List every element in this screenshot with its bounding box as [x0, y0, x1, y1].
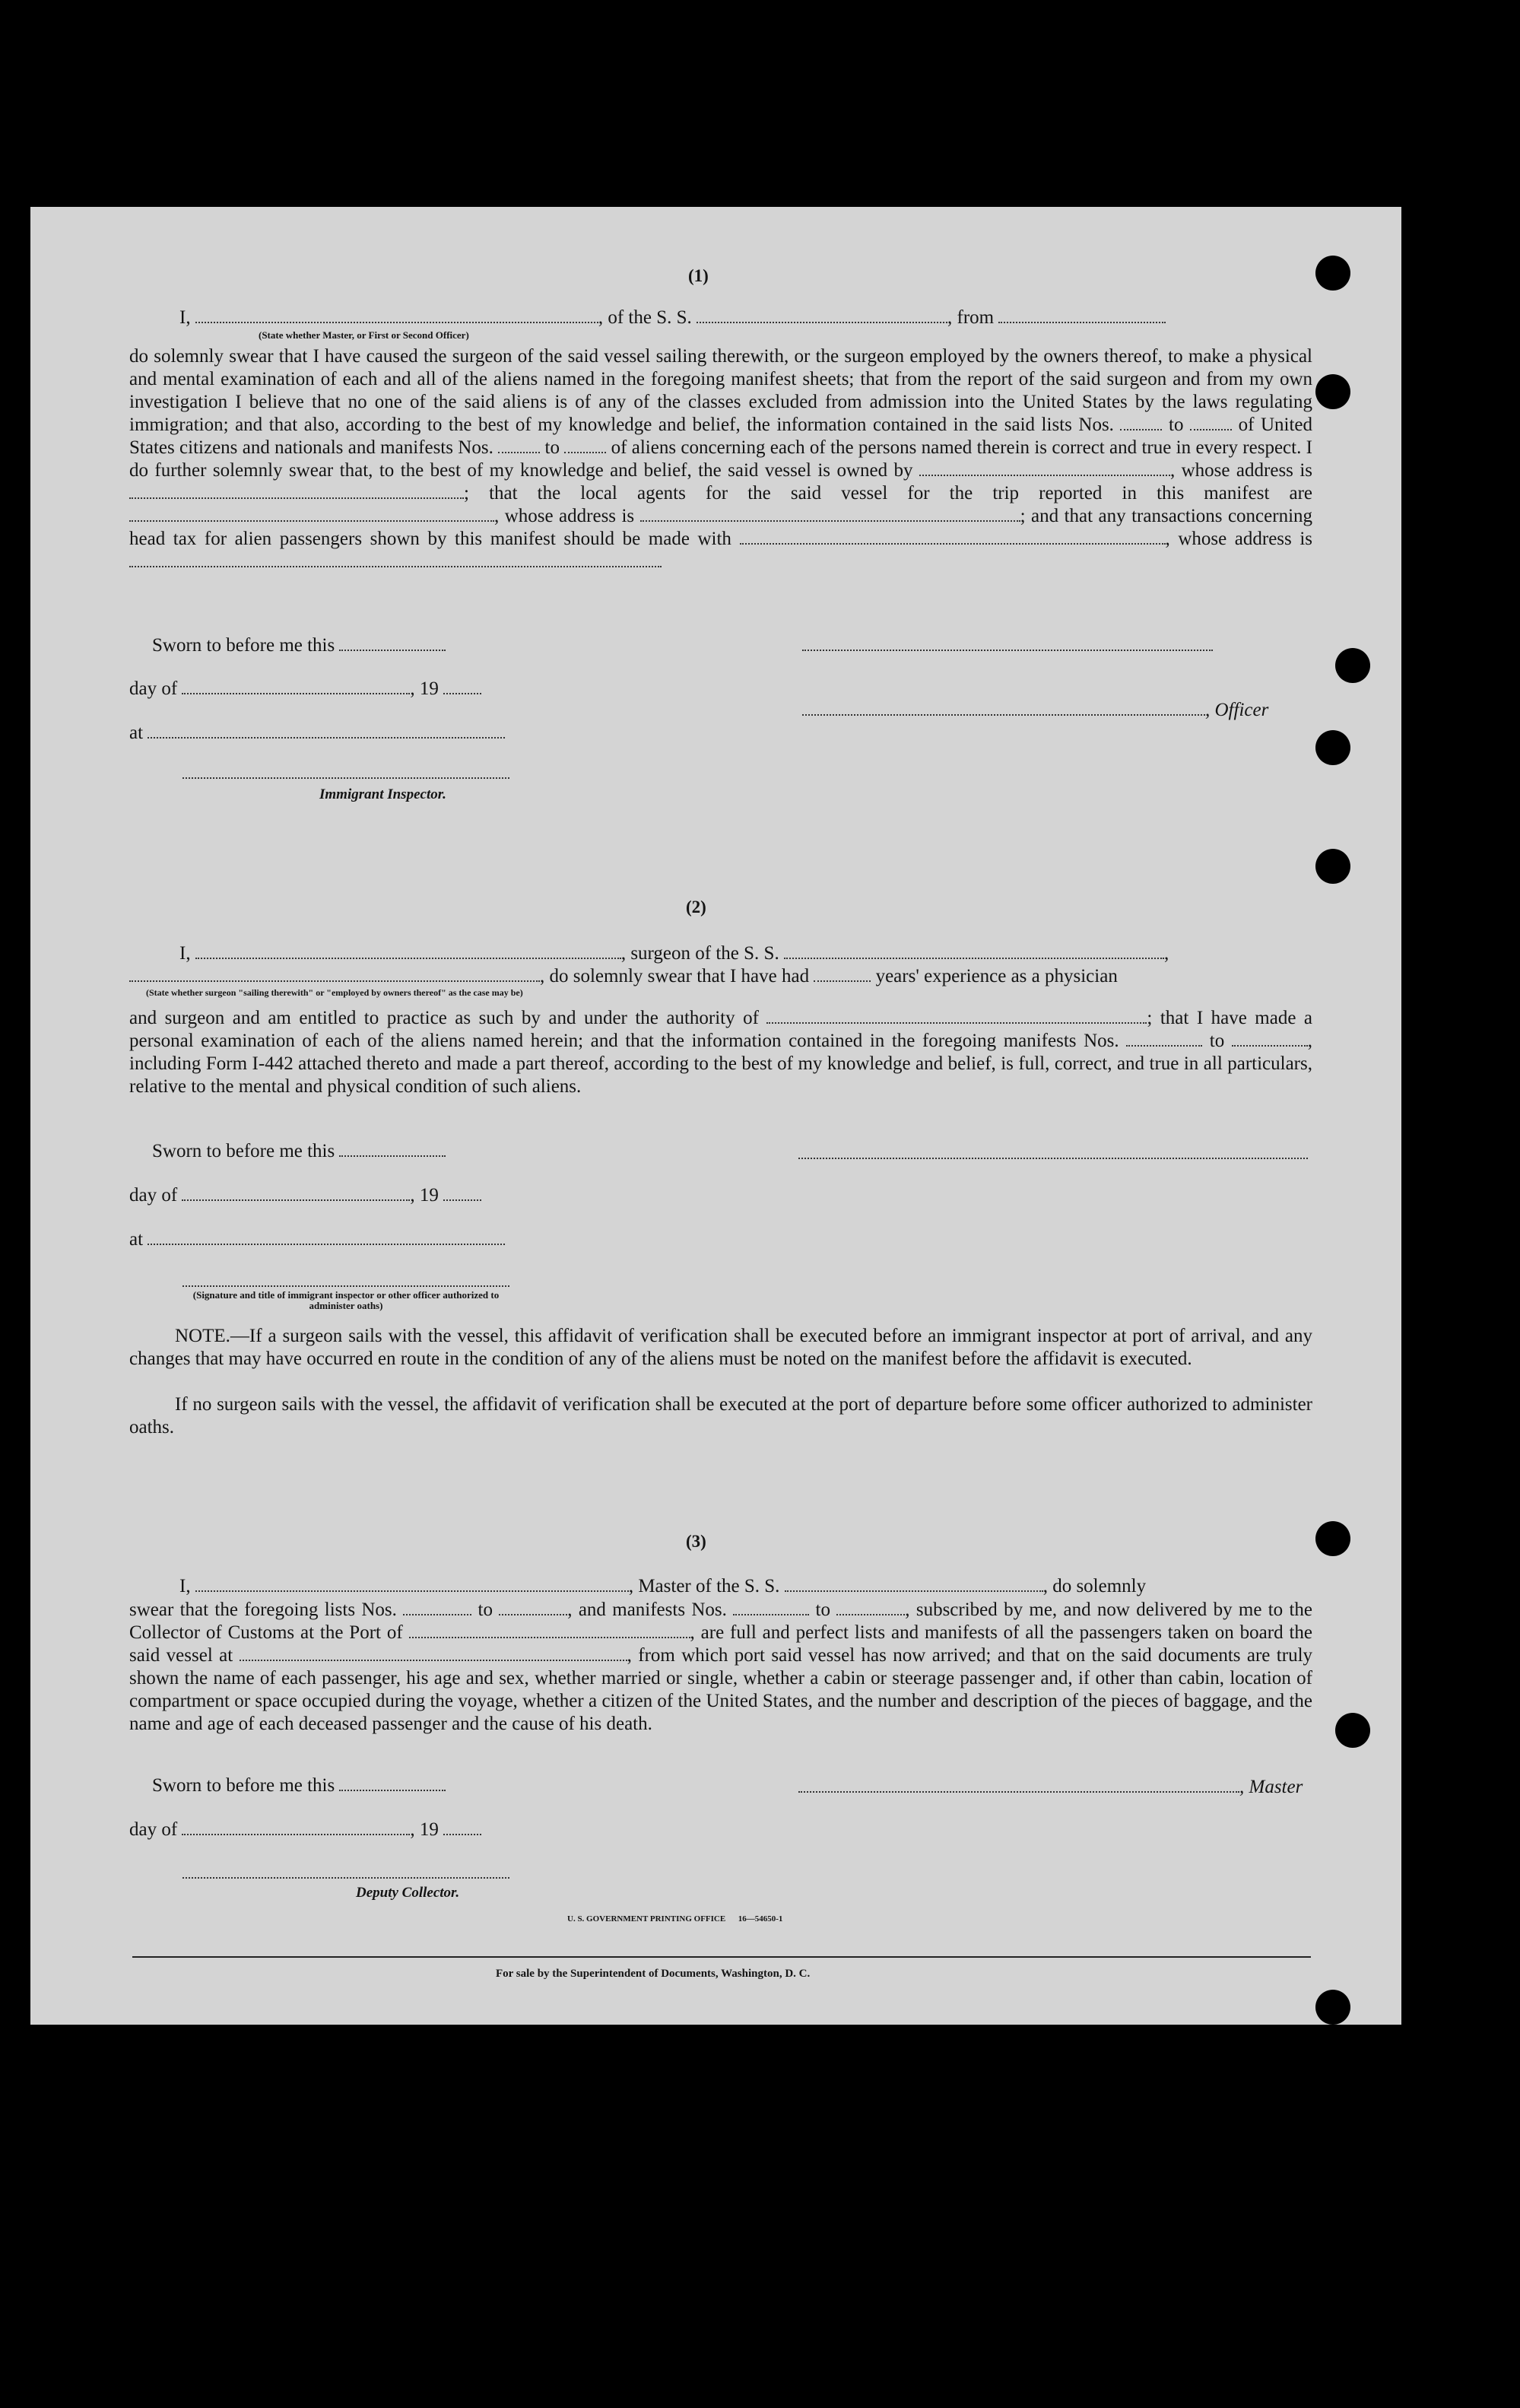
oath-text-a: do solemnly swear that I have caused the surgeon of the said vessel sailing therewith, or the surgeon employed by the owners thereof, to make a physical and mental examination of each and all of the aliens named in the foregoing manifest sheets; that from the report of the said surgeon and from my own investigation I believe that no one of the said aliens is of any of the classes excluded from admission into the United States by the laws regulating immigration; and that also, according to the best of my knowledge and belief, the information contained in the said lists Nos.	[129, 346, 1312, 435]
agents-address-blank[interactable]	[640, 520, 1020, 522]
from-port-blank[interactable]	[998, 322, 1166, 323]
gpo-imprint: U. S. GOVERNMENT PRINTING OFFICE 16—54650-1	[567, 1914, 783, 1924]
at-line	[129, 1229, 505, 1250]
surgeon-line: I, , surgeon of the S. S. ,	[179, 943, 1169, 964]
manifests-to-blank[interactable]	[836, 1614, 905, 1615]
surgeon-paragraph: and surgeon and am entitled to practice as such by and under the authority of ; that I have made a personal examination of each of the aliens named herein; and that the information contained in the foregoing manifests Nos. to , including Form I-442 attached thereto and made a part thereof, according to the best of my knowledge and belief, is full, correct, and true in all particulars, relative to the mental and physical condition of such aliens.	[129, 1008, 1313, 1097]
officer-blank[interactable]	[195, 322, 598, 323]
inspector-caption: Immigrant Inspector.	[319, 786, 446, 802]
punch-hole	[1315, 730, 1350, 765]
manifests-to-blank[interactable]	[564, 452, 606, 453]
manifests-to-blank[interactable]	[1232, 1045, 1308, 1047]
authority-blank[interactable]	[766, 1022, 1147, 1024]
surgeon-signature-line[interactable]	[798, 1158, 1308, 1159]
swear-text: , do solemnly swear that I have had	[540, 966, 810, 986]
master-text-c: , are full and perfect lists and manifests of all the passengers taken on board the said vessel at	[129, 1622, 1312, 1666]
deputy-caption: Deputy Collector.	[356, 1885, 460, 1901]
year-text: , 19	[410, 678, 439, 699]
surgeon-experience-line	[129, 966, 1118, 987]
headtax-blank[interactable]	[740, 543, 1166, 545]
lists-from-blank[interactable]	[403, 1614, 471, 1615]
to-text: to	[815, 1600, 830, 1620]
sworn-line	[152, 1775, 446, 1796]
master-text-d: , from which port said vessel has now arrived; and that on the said documents are truly shown the name of each passenger, his age and sex, whether married or single, whether a cabin or steerage passenger and, if other than cabin, location of compartment or space occupied during the voyage, whether a citizen of the United States, and the number and description of the pieces of baggage, and the name and age of each deceased passenger and the cause of his death.	[129, 1645, 1313, 1734]
manifests-text: , and manifests Nos.	[567, 1600, 727, 1620]
at-text: at	[129, 1229, 144, 1250]
punch-hole	[1335, 648, 1370, 683]
sworn-text: Sworn to before me this	[152, 1775, 335, 1796]
oath-text-b: of United States citizens and nationals and manifests Nos.	[129, 415, 1312, 458]
officer-signature-line[interactable]	[802, 650, 1213, 651]
officer-caption: (State whether Master, or First or Second Officer)	[259, 329, 469, 341]
section-number: (2)	[686, 897, 706, 917]
day-of-text: day of	[129, 1819, 178, 1840]
manifest-affidavit-sheet	[30, 207, 1401, 2025]
official-caption: (Signature and title of immigrant inspector or other officer authorized to administer oaths)	[192, 1289, 500, 1311]
intro-text: I,	[179, 1576, 191, 1596]
oath-text-d: that the local agents for the said vessel for the trip reported in this manifest are	[489, 483, 1313, 504]
departure-port-blank[interactable]	[240, 1660, 627, 1661]
master-name-blank[interactable]	[195, 1590, 629, 1592]
to-text: to	[478, 1600, 493, 1620]
to-text: to	[544, 437, 560, 458]
master-paragraph	[129, 1599, 1312, 1736]
manifests-from-blank[interactable]	[1126, 1045, 1202, 1047]
swear-text: , do solemnly	[1042, 1576, 1147, 1596]
year-blank[interactable]	[443, 1199, 481, 1201]
officer-line	[179, 307, 1166, 329]
day-of-line	[129, 678, 481, 700]
at-place-blank[interactable]	[148, 1244, 505, 1245]
whose-address-text: , whose address is	[1169, 460, 1312, 481]
master-vessel-blank[interactable]	[785, 1590, 1043, 1592]
section-number: (3)	[686, 1532, 706, 1551]
month-blank[interactable]	[182, 1199, 410, 1201]
punch-hole	[1315, 1521, 1350, 1556]
sworn-day-blank[interactable]	[339, 650, 446, 651]
master-text-a: swear that the foregoing lists Nos.	[129, 1600, 397, 1620]
oath-paragraph: do solemnly swear that I have caused the surgeon of the said vessel sailing therewith, or the surgeon employed by the owners thereof, to make a physical and mental examination of each and all of the aliens named in the foregoing manifest sheets; that from the report of the said surgeon and from my own investigation I believe that no one of the said aliens is of any of the classes excluded from admission into the United States by the laws regulating immigration; and that also, according to the best of my knowledge and belief, the information contained in the said lists Nos. to of United States citizens and nationals and manifests Nos. to of aliens concerning each of the persons named therein is correct and true in every respect. I do further solemnly swear that, to the best of my knowledge and belief, the said vessel is owned by , whose address is ; that the local agents for the said vessel for the trip reported in this manifest are , whose address is ; and that any transactions concerning head tax for alien passengers shown by this manifest should be made with , whose address is	[129, 345, 1312, 573]
whose-address-text: whose address is	[504, 506, 635, 526]
sworn-day-blank[interactable]	[339, 1155, 446, 1157]
sworn-text: Sworn to before me this	[152, 1141, 335, 1161]
to-text: to	[1209, 1031, 1225, 1051]
month-blank[interactable]	[182, 1834, 410, 1835]
surgeon-text-a: and surgeon and am entitled to practice as such by and under the authority of	[129, 1008, 759, 1028]
vessel-blank[interactable]	[697, 322, 947, 323]
note-paragraph-2	[129, 1393, 1312, 1439]
punch-hole	[1315, 374, 1350, 409]
master-of-text: , Master of the S. S.	[628, 1576, 780, 1596]
years-text: years' experience as a physician	[875, 966, 1118, 986]
master-signature-blank[interactable]	[798, 1791, 1239, 1793]
official-signature-line[interactable]	[182, 1285, 509, 1287]
at-place-blank[interactable]	[148, 737, 505, 739]
master-line	[179, 1576, 1146, 1597]
surgeon-vessel-blank[interactable]	[784, 958, 1164, 959]
surgeon-status-blank[interactable]	[129, 980, 540, 982]
lists-to-blank[interactable]	[499, 1614, 567, 1615]
intro-text: I,	[179, 307, 191, 328]
of-ss-text: , of the S. S.	[598, 307, 692, 328]
year-blank[interactable]	[443, 693, 481, 694]
master-label: , Master	[1239, 1777, 1303, 1797]
year-blank[interactable]	[443, 1834, 481, 1835]
month-blank[interactable]	[182, 693, 410, 694]
deputy-signature-line[interactable]	[182, 1877, 509, 1879]
surgeon-caption: (State whether surgeon "sailing therewith" or "employed by owners thereof" as the case may be)	[146, 987, 523, 998]
surgeon-text-c: , including Form I-442 attached thereto and made a part thereof, according to the best of my knowledge and belief, is full, correct, and true in all particulars, relative to the mental and physical condition of such aliens.	[129, 1031, 1313, 1097]
at-line	[129, 723, 505, 744]
officer-title-line	[802, 700, 1268, 721]
master-text-b: , subscribed by me, and now delivered by me to the Collector of Customs at the Port of	[129, 1600, 1313, 1643]
inspector-signature-line[interactable]	[182, 777, 509, 779]
punch-hole	[1315, 849, 1350, 884]
whose-address-text: , whose address is	[1165, 529, 1313, 549]
sworn-day-blank[interactable]	[339, 1790, 446, 1791]
at-text: at	[129, 723, 144, 743]
surgeon-of-text: , surgeon of the S. S.	[620, 943, 779, 964]
oath-text-e: ; and that any transactions concerning head tax for alien passengers shown by this manifest should be made with	[129, 506, 1313, 549]
from-text: , from	[947, 307, 995, 328]
officer-label: , Officer	[1205, 700, 1269, 720]
to-text: to	[1169, 415, 1184, 435]
note-text-a: —If a surgeon sails with the vessel, this affidavit of verification shall be executed before an immigrant inspector at port of arrival, and any changes that may have occurred en route in the condition of any of the aliens must be noted on the manifest before the affidavit is executed.	[129, 1326, 1312, 1369]
owner-blank[interactable]	[919, 475, 1170, 476]
surgeon-name-blank[interactable]	[195, 958, 621, 959]
sworn-text: Sworn to before me this	[152, 635, 335, 656]
punch-hole	[1315, 256, 1350, 291]
officer-name-blank[interactable]	[802, 714, 1205, 716]
intro-text: I,	[179, 943, 191, 964]
footer-text: For sale by the Superintendent of Documents, Washington, D. C.	[496, 1968, 811, 1980]
oath-text-c: of aliens concerning each of the persons named therein is correct and true in every respect. I do further solemnly swear that, to the best of my knowledge and belief, the said vessel is owned by	[129, 437, 1312, 481]
years-blank[interactable]	[814, 980, 871, 982]
note-paragraph	[129, 1325, 1312, 1371]
owner-address-blank[interactable]	[129, 497, 464, 499]
section-number: (1)	[688, 266, 709, 285]
sworn-line	[152, 635, 446, 656]
lists-from-blank[interactable]	[1120, 429, 1162, 430]
day-of-line	[129, 1185, 481, 1206]
agents-blank[interactable]	[129, 520, 494, 522]
manifests-from-blank[interactable]	[733, 1614, 809, 1615]
day-of-line	[129, 1819, 481, 1841]
sworn-line	[152, 1141, 446, 1162]
punch-hole	[1315, 1990, 1350, 2025]
lists-to-blank[interactable]	[1190, 429, 1232, 430]
note-label: NOTE.	[175, 1326, 230, 1346]
punch-hole	[1335, 1713, 1370, 1748]
footer-rule	[132, 1956, 1311, 1958]
day-of-text: day of	[129, 1185, 178, 1206]
note-text-b: If no surgeon sails with the vessel, the affidavit of verification shall be executed at the port of departure before some officer authorized to administer oaths.	[129, 1394, 1312, 1437]
surgeon-text-b: that I have made a personal examination of each of the aliens named herein; and that the information contained in the foregoing manifests Nos.	[129, 1008, 1313, 1051]
year-text: , 19	[410, 1819, 439, 1840]
master-signature-line	[798, 1777, 1303, 1798]
day-of-text: day of	[129, 678, 178, 699]
headtax-address-blank[interactable]	[129, 566, 662, 567]
year-text: , 19	[410, 1185, 439, 1206]
port-blank[interactable]	[409, 1637, 690, 1638]
manifests-from-blank[interactable]	[498, 452, 540, 453]
